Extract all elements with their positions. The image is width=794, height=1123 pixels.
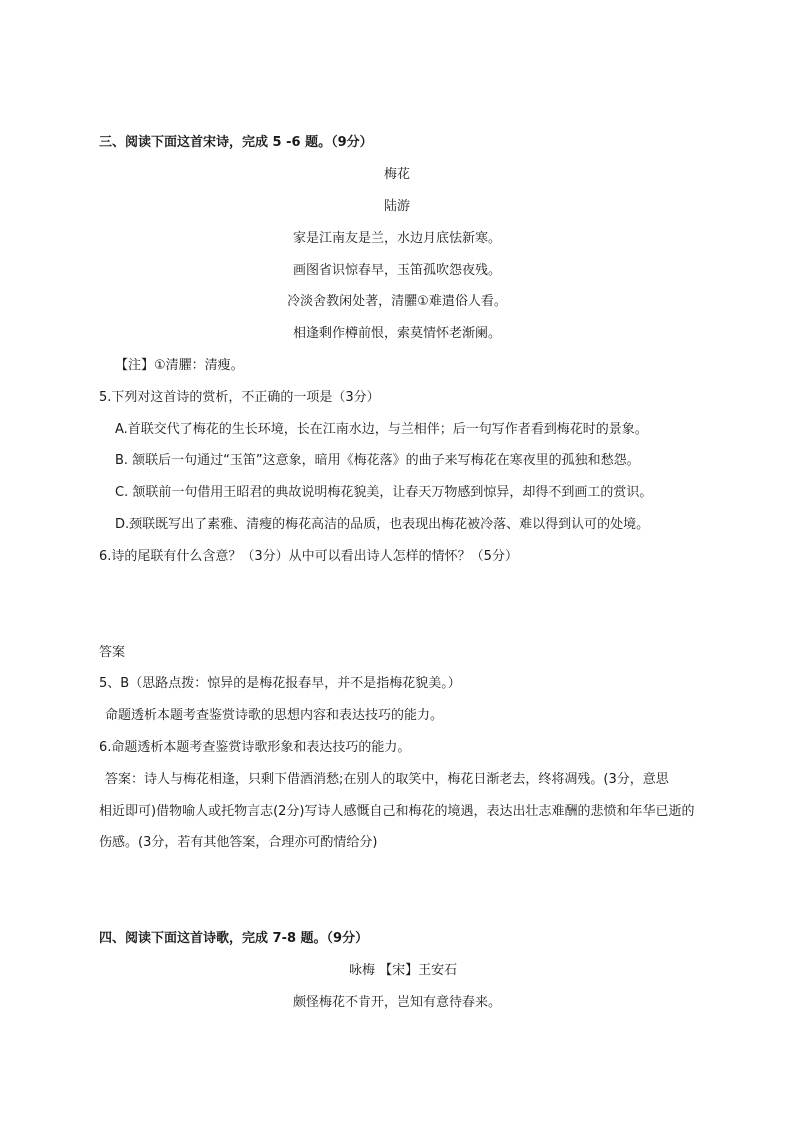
section4-poem-line-1: 颇怪梅花不肯开，岂知有意待春来。 bbox=[292, 995, 501, 1010]
poem-author: 陆游 bbox=[383, 199, 410, 214]
question-5-option-a: A.首联交代了梅花的生长环境，长在江南水边，与兰相伴；后一句写作者看到梅花时的景象。 bbox=[115, 422, 648, 437]
answer-label: 答案 bbox=[99, 645, 126, 660]
answer-5: 5、B（思路点拨：惊异的是梅花报春早，并不是指梅花貌美。） bbox=[99, 676, 461, 691]
section3-heading: 三、阅读下面这首宋诗，完成 5 -6 题。（9分） bbox=[99, 135, 373, 150]
section4-heading: 四、阅读下面这首诗歌，完成 7-8 题。（9分） bbox=[99, 931, 369, 946]
section4-poem-title: 咏梅 【宋】王安石 bbox=[349, 963, 458, 978]
poem-note: 【注】①清臞：清瘦。 bbox=[115, 358, 244, 373]
answer-6-line-1: 答案：诗人与梅花相逢，只剩下借酒消愁;在别人的取笑中，梅花日渐老去，终将凋残。(3分，意思 bbox=[105, 772, 669, 787]
question-5-option-c: C. 颔联前一句借用王昭君的典故说明梅花貌美，让春天万物感到惊异，却得不到画工的赏识。 bbox=[115, 485, 653, 500]
poem-line-4: 相逢剩作樽前恨，索莫情怀老渐阑。 bbox=[292, 326, 501, 341]
poem-line-1: 家是江南友是兰，水边月底怯新寒。 bbox=[292, 231, 501, 246]
poem-line-3: 冷淡舍教闲处著，清臞①难遣俗人看。 bbox=[287, 294, 507, 309]
poem-line-2: 画图省识惊春早，玉笛孤吹怨夜残。 bbox=[292, 263, 501, 278]
answer-6-line-3: 伤感。(3分，若有其他答案，合理亦可酌情给分) bbox=[99, 835, 378, 850]
answer-6-note: 6.命题透析本题考查鉴赏诗歌形象和表达技巧的能力。 bbox=[99, 740, 411, 755]
question-5-option-d: D.颈联既写出了素雅、清瘦的梅花高洁的品质，也表现出梅花被冷落、难以得到认可的处境。 bbox=[115, 517, 650, 532]
poem-title: 梅花 bbox=[383, 167, 410, 182]
question-6-stem: 6.诗的尾联有什么含意？（3分）从中可以看出诗人怎样的情怀？（5分） bbox=[99, 549, 518, 564]
question-5-option-b: B. 颔联后一句通过“玉笛”这意象，暗用《梅花落》的曲子来写梅花在寒夜里的孤独和愁怨。 bbox=[115, 453, 640, 468]
question-5-stem: 5.下列对这首诗的赏析，不正确的一项是（3分） bbox=[99, 390, 380, 405]
answer-6-line-2: 相近即可)借物喻人或托物言志(2分)写诗人感慨自己和梅花的境遇，表达出壮志难酬的悲愤和年华已逝的 bbox=[99, 804, 695, 819]
answer-5-note: 命题透析本题考查鉴赏诗歌的思想内容和表达技巧的能力。 bbox=[105, 708, 444, 723]
